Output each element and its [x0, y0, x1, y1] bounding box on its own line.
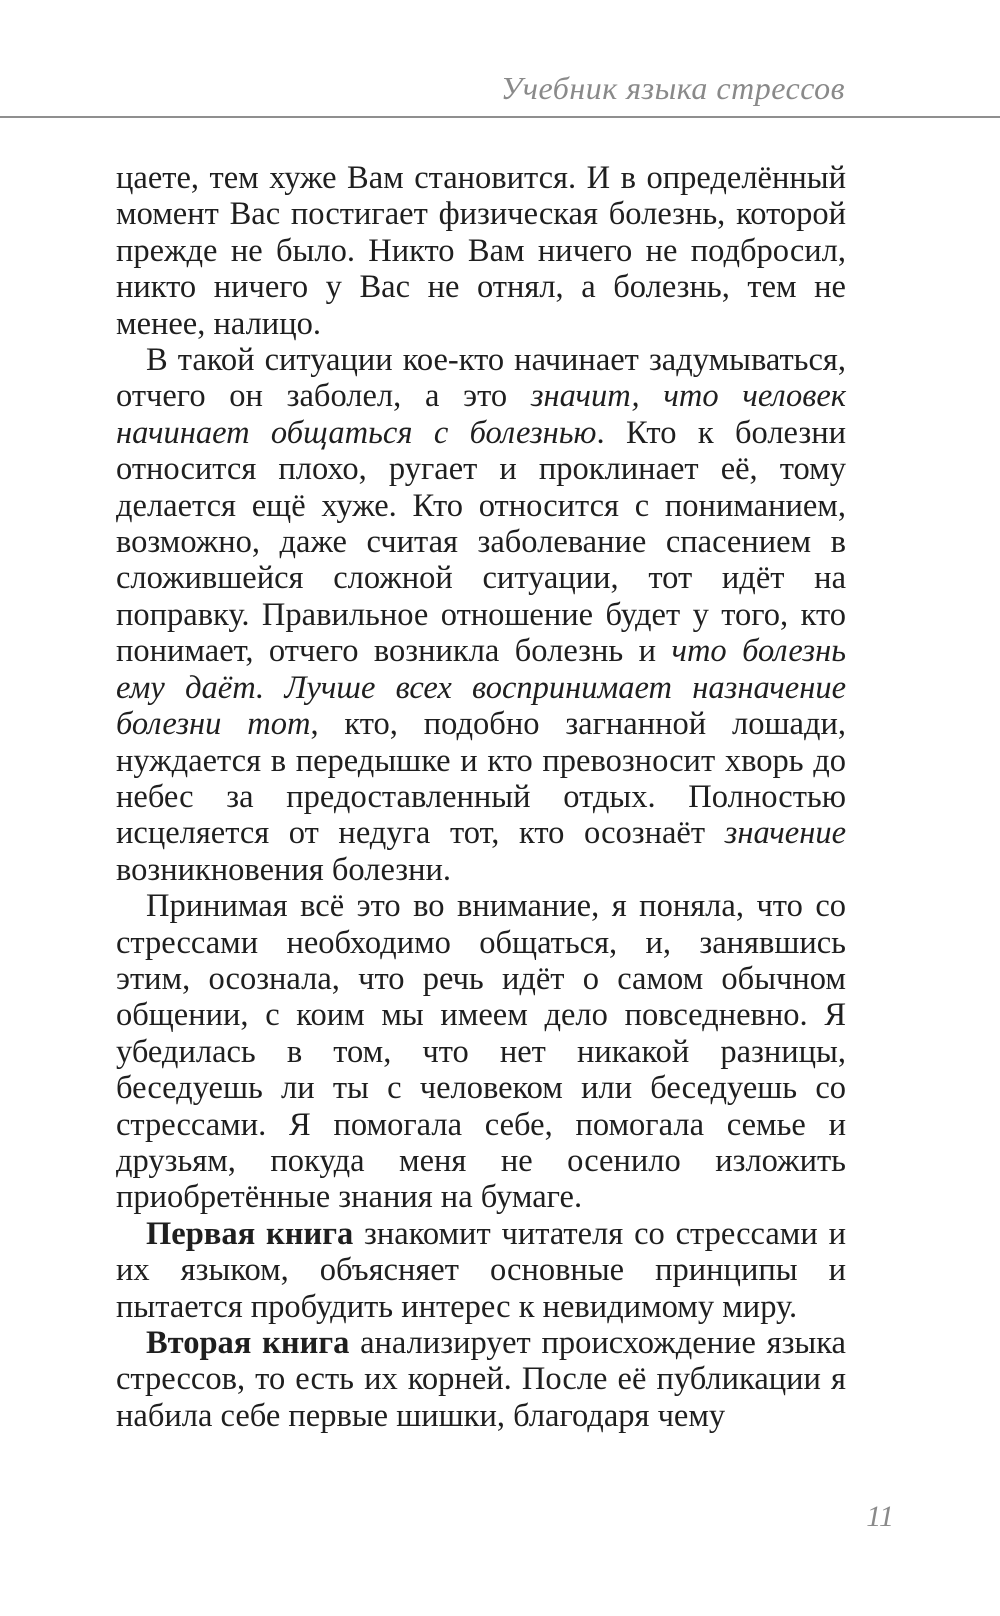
paragraph-5-bold-lead: Вторая книга [146, 1325, 350, 1361]
paragraph-2-text-b: . Кто к болезни относится плохо, ругает и проклинает её, тому делается ещё хуже. Кто относится с пониманием, возможно, даже считая заболевание спасением в сложившейся сложной ситуации, тот идёт на поправку. Правильное отношение будет у того, кто понимает, отчего возникла болезнь и [116, 414, 847, 670]
page-body [116, 160, 846, 1434]
paragraph-3 [116, 888, 846, 1216]
paragraph-5-text: анализирует происхождение языка стрессов, то есть их корней. После её публикации я набила себе первые шишки, благодаря чему [116, 1325, 846, 1434]
paragraph-2-text-d: возникновения болезни. [116, 851, 452, 888]
paragraph-2-italic-c: значение [724, 815, 846, 852]
paragraph-1-text: цаете, тем хуже Вам становится. И в определённый момент Вас постигает физическая болезнь, которой прежде не было. Никто Вам ничего не подбросил, никто ничего у Вас не отнял, а болезнь, тем не менее, налицо. [116, 160, 846, 342]
paragraph-3-text: Принимая всё это во внимание, я поняла, что со стрессами необходимо общаться, и, занявшись этим, осознала, что речь идёт о самом обычном общении, с коим мы имеем дело повседневно. Я убедилась в том, что нет никакой разницы, беседуешь ли ты с человеком или беседуешь со стрессами. Я помогала себе, помогала семье и друзьям, покуда меня не осенило изложить приобретённые знания на бумаге. [116, 888, 846, 1216]
running-header-title: Учебник языка стрессов [500, 70, 845, 106]
paragraph-5 [116, 1325, 846, 1434]
paragraph-2-italic-a: значит, что человек начинает общаться с болезнью [116, 378, 846, 451]
page-number: 11 [866, 1500, 894, 1533]
paragraph-4-text: знакомит читателя со стрессами и их языком, объясняет основные принципы и пытается пробудить интерес к невидимому миру. [116, 1215, 846, 1325]
header-divider [0, 116, 1000, 118]
paragraph-4 [116, 1216, 846, 1325]
paragraph-2 [116, 342, 846, 888]
paragraph-2-text-a: В такой ситуации кое-кто начинает задумываться, отчего он заболел, а это [116, 342, 846, 415]
paragraph-4-bold-lead: Первая книга [146, 1215, 354, 1252]
paragraph-2-italic-b: что болезнь ему даёт. Лучше всех воспринимает назначение болезни тот [116, 633, 847, 743]
paragraph-1 [116, 160, 846, 342]
paragraph-2-text-c: , кто, подобно загнанной лошади, нуждается в передышке и кто превозносит хворь до небес за предоставленный отдых. Полностью исцеляется от недуга тот, кто осознаёт [116, 706, 846, 852]
